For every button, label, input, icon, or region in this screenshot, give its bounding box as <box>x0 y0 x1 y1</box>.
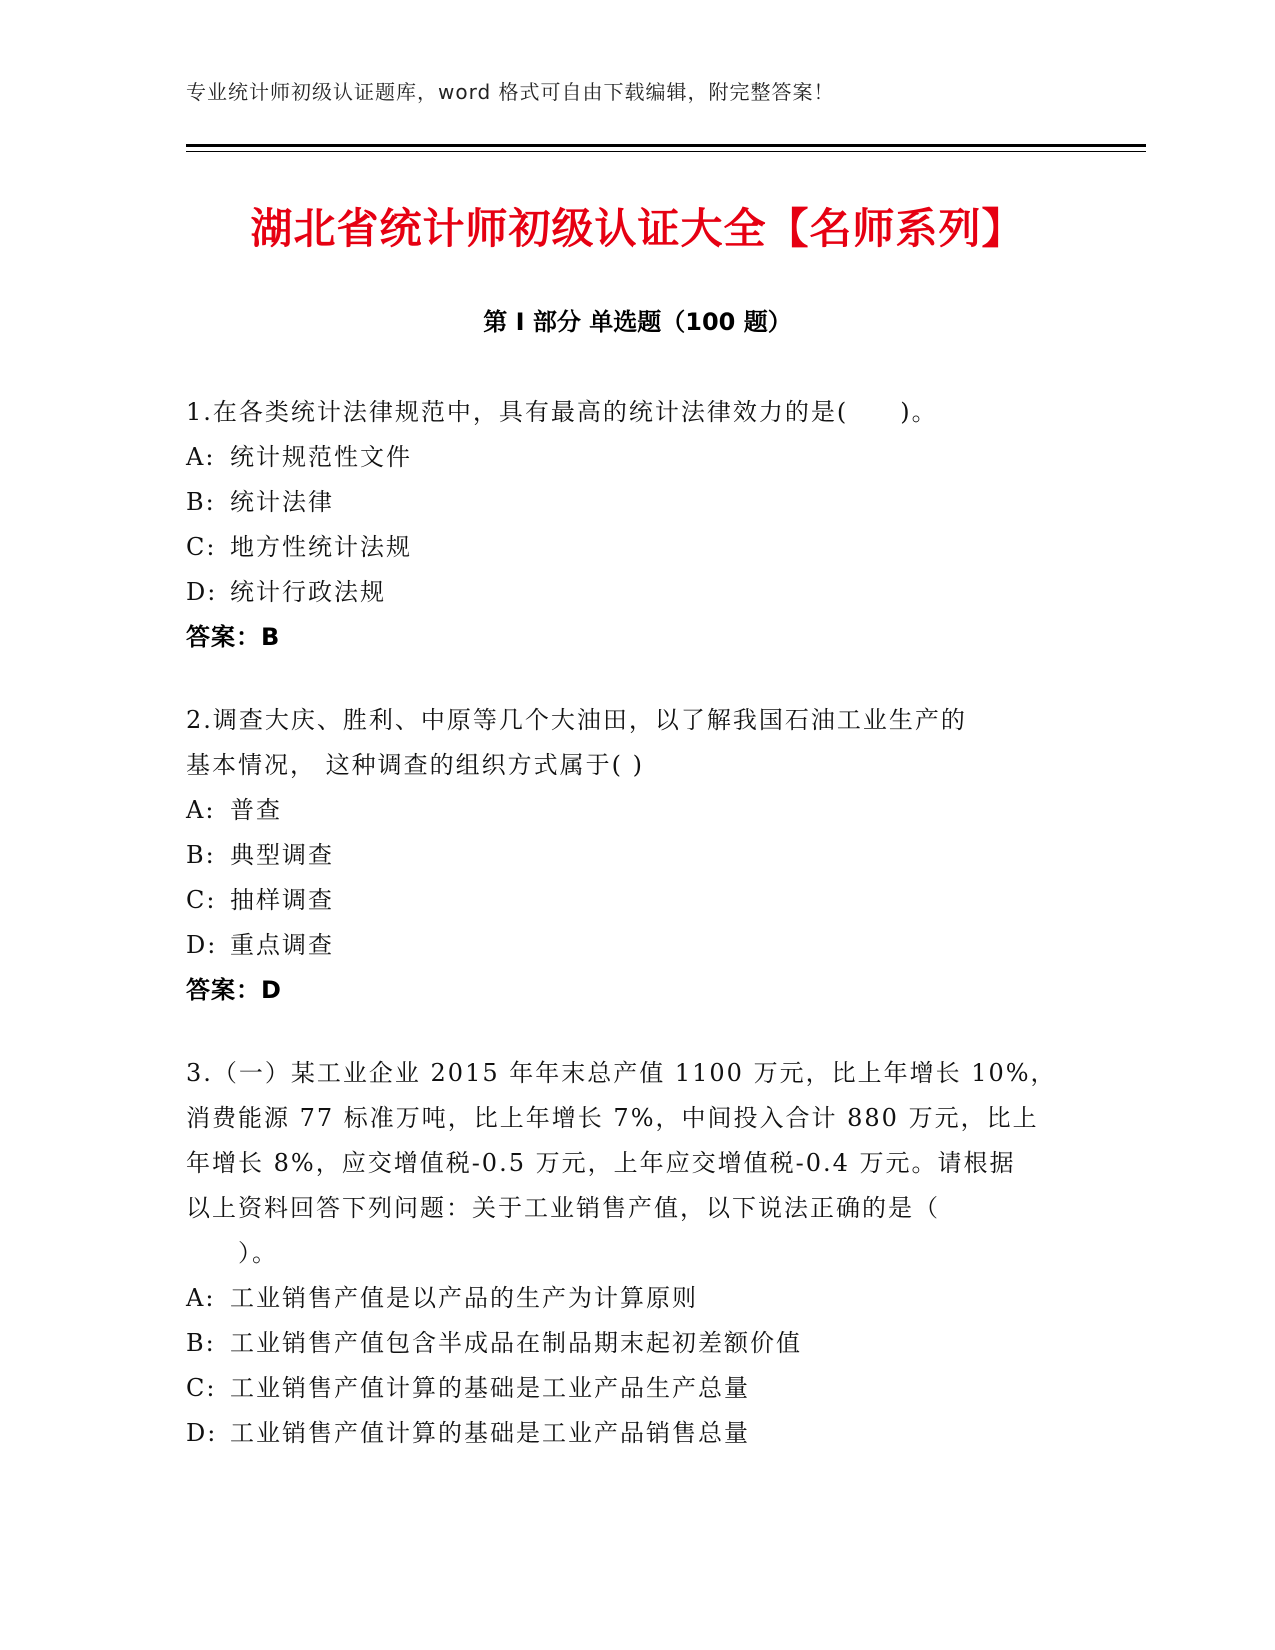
option-c <box>186 1366 1086 1411</box>
option-key: C: <box>186 533 217 561</box>
option-key: C: <box>186 1374 217 1402</box>
question-text: 3.（一）某工业企业 2015 年年末总产值 1100 万元，比上年增长 10%， <box>186 1059 1057 1087</box>
option-text: 工业销售产值包含半成品在制品期末起初差额价值 <box>230 1329 802 1357</box>
option-b <box>186 1321 1086 1366</box>
option-text: 统计法律 <box>230 488 334 516</box>
option-key: A: <box>186 796 216 824</box>
option-d <box>186 570 1086 615</box>
question-text: 基本情况， 这种调查的组织方式属于( ) <box>186 751 644 779</box>
option-c <box>186 878 1086 923</box>
answer: 答案：D <box>186 976 282 1004</box>
question-text: 消费能源 77 标准万吨，比上年增长 7%，中间投入合计 880 万元，比上 <box>186 1104 1039 1132</box>
option-a <box>186 1276 1086 1321</box>
option-b <box>186 480 1086 525</box>
section-title: 第 I 部分 单选题（100 题） <box>483 308 792 336</box>
option-key: A: <box>186 1284 216 1312</box>
header-rule-thick <box>186 144 1146 147</box>
header-rule-thin <box>186 151 1146 152</box>
option-text: 普查 <box>230 796 282 824</box>
option-key: D: <box>186 1419 218 1447</box>
option-text: 抽样调查 <box>230 886 334 914</box>
answer: 答案：B <box>186 623 281 651</box>
question-text: ）。 <box>186 1239 278 1267</box>
option-key: B: <box>186 1329 216 1357</box>
option-a <box>186 435 1086 480</box>
header-note: 专业统计师初级认证题库，word 格式可自由下载编辑，附完整答案！ <box>186 80 835 104</box>
option-text: 统计行政法规 <box>230 578 386 606</box>
option-key: B: <box>186 488 216 516</box>
option-key: A: <box>186 443 216 471</box>
question-text: 年增长 8%，应交增值税-0.5 万元，上年应交增值税-0.4 万元。请根据 <box>186 1149 1016 1177</box>
question-3 <box>186 1051 1086 1456</box>
option-c <box>186 525 1086 570</box>
option-a <box>186 788 1086 833</box>
option-d <box>186 923 1086 968</box>
option-key: D: <box>186 931 218 959</box>
option-text: 工业销售产值计算的基础是工业产品销售总量 <box>230 1419 750 1447</box>
option-text: 典型调查 <box>230 841 334 869</box>
document-title: 湖北省统计师初级认证大全【名师系列】 <box>250 204 1025 253</box>
option-key: C: <box>186 886 217 914</box>
option-text: 地方性统计法规 <box>230 533 412 561</box>
option-text: 重点调查 <box>230 931 334 959</box>
option-text: 工业销售产值是以产品的生产为计算原则 <box>230 1284 698 1312</box>
question-1 <box>186 390 1086 660</box>
question-text: 以上资料回答下列问题：关于工业销售产值，以下说法正确的是（ <box>186 1194 940 1222</box>
option-text: 统计规范性文件 <box>230 443 412 471</box>
question-text: 1.在各类统计法律规范中，具有最高的统计法律效力的是( )。 <box>186 398 938 426</box>
question-list <box>186 390 1086 1494</box>
option-d <box>186 1411 1086 1456</box>
option-key: D: <box>186 578 218 606</box>
question-text: 2.调查大庆、胜利、中原等几个大油田，以了解我国石油工业生产的 <box>186 706 967 734</box>
option-text: 工业销售产值计算的基础是工业产品生产总量 <box>230 1374 750 1402</box>
question-2 <box>186 698 1086 1013</box>
option-b <box>186 833 1086 878</box>
option-key: B: <box>186 841 216 869</box>
